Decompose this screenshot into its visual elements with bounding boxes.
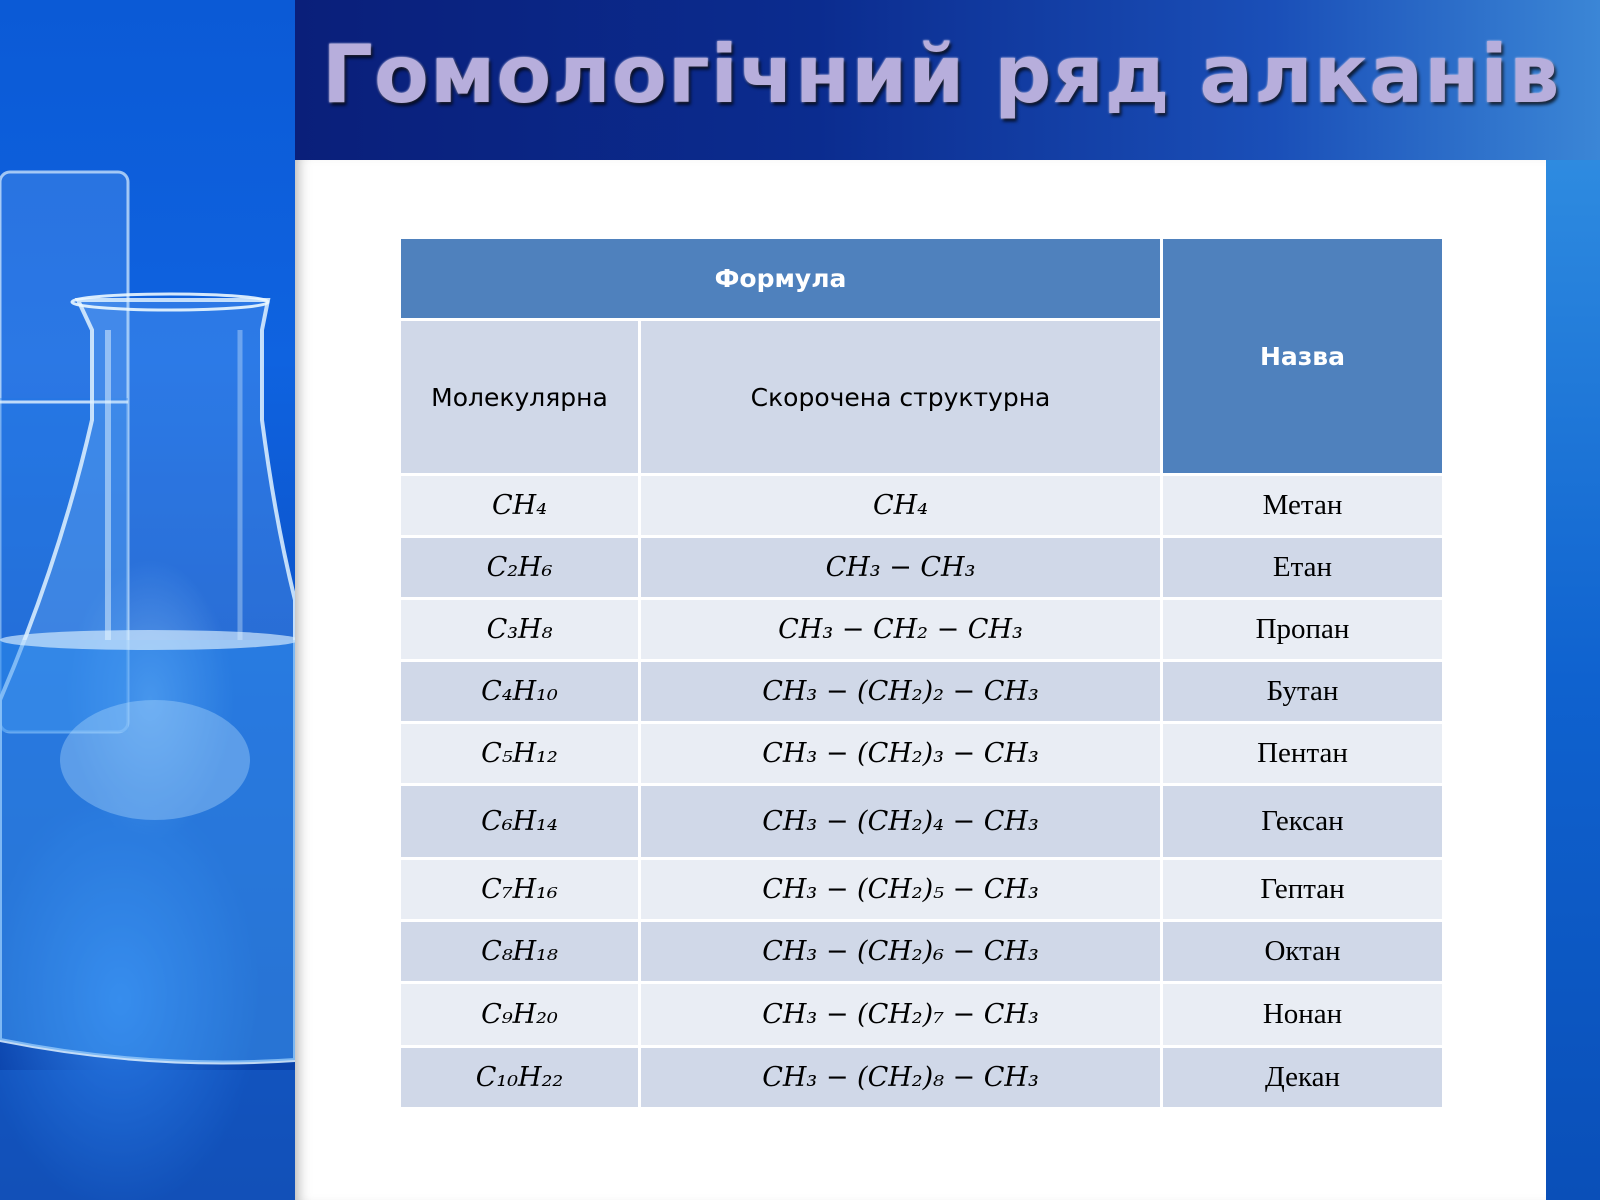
alkane-name-cell: Бутан [1162, 661, 1444, 723]
molecular-column-header: Молекулярна [400, 320, 640, 475]
structural-formula-cell: CH₃ − (CH₂)₃ − CH₃ [640, 723, 1162, 785]
slide-title: Гомологічний ряд алканів [322, 28, 1561, 121]
alkane-name-cell: Октан [1162, 921, 1444, 983]
structural-formula-cell: CH₃ − (CH₂)₅ − CH₃ [640, 859, 1162, 921]
alkane-name-cell: Метан [1162, 475, 1444, 537]
table-row [400, 661, 1444, 723]
alkane-name-cell: Гексан [1162, 785, 1444, 859]
table-row [400, 599, 1444, 661]
alkane-name-cell: Гептан [1162, 859, 1444, 921]
table-row [400, 785, 1444, 859]
table-row [400, 921, 1444, 983]
table-row [400, 723, 1444, 785]
alkane-name-cell: Декан [1162, 1047, 1444, 1109]
molecular-formula-cell: C₇H₁₆ [400, 859, 640, 921]
table-row [400, 859, 1444, 921]
name-column-header: Назва [1162, 238, 1444, 475]
glassware-photo [0, 0, 295, 1200]
table-row [400, 537, 1444, 599]
structural-formula-cell: CH₃ − (CH₂)₇ − CH₃ [640, 983, 1162, 1047]
molecular-formula-cell: C₁₀H₂₂ [400, 1047, 640, 1109]
table-row [400, 1047, 1444, 1109]
structural-formula-cell: CH₄ [640, 475, 1162, 537]
alkane-name-cell: Етан [1162, 537, 1444, 599]
molecular-formula-cell: C₅H₁₂ [400, 723, 640, 785]
structural-formula-cell: CH₃ − (CH₂)₄ − CH₃ [640, 785, 1162, 859]
table-row [400, 983, 1444, 1047]
formula-group-header: Формула [400, 238, 1162, 320]
alkane-name-cell: Нонан [1162, 983, 1444, 1047]
table-row [400, 475, 1444, 537]
structural-column-header: Скорочена структурна [640, 320, 1162, 475]
structural-formula-cell: CH₃ − (CH₂)₆ − CH₃ [640, 921, 1162, 983]
glassware-illustration [0, 0, 295, 1200]
molecular-formula-cell: C₃H₈ [400, 599, 640, 661]
structural-formula-cell: CH₃ − CH₃ [640, 537, 1162, 599]
alkane-name-cell: Пропан [1162, 599, 1444, 661]
structural-formula-cell: CH₃ − (CH₂)₂ − CH₃ [640, 661, 1162, 723]
right-decor-strip [1546, 160, 1600, 1200]
structural-formula-cell: CH₃ − (CH₂)₈ − CH₃ [640, 1047, 1162, 1109]
structural-formula-cell: CH₃ − CH₂ − CH₃ [640, 599, 1162, 661]
molecular-formula-cell: C₈H₁₈ [400, 921, 640, 983]
molecular-formula-cell: C₆H₁₄ [400, 785, 640, 859]
molecular-formula-cell: C₄H₁₀ [400, 661, 640, 723]
alkane-name-cell: Пентан [1162, 723, 1444, 785]
alkanes-table [398, 236, 1445, 1110]
molecular-formula-cell: CH₄ [400, 475, 640, 537]
molecular-formula-cell: C₂H₆ [400, 537, 640, 599]
molecular-formula-cell: C₉H₂₀ [400, 983, 640, 1047]
